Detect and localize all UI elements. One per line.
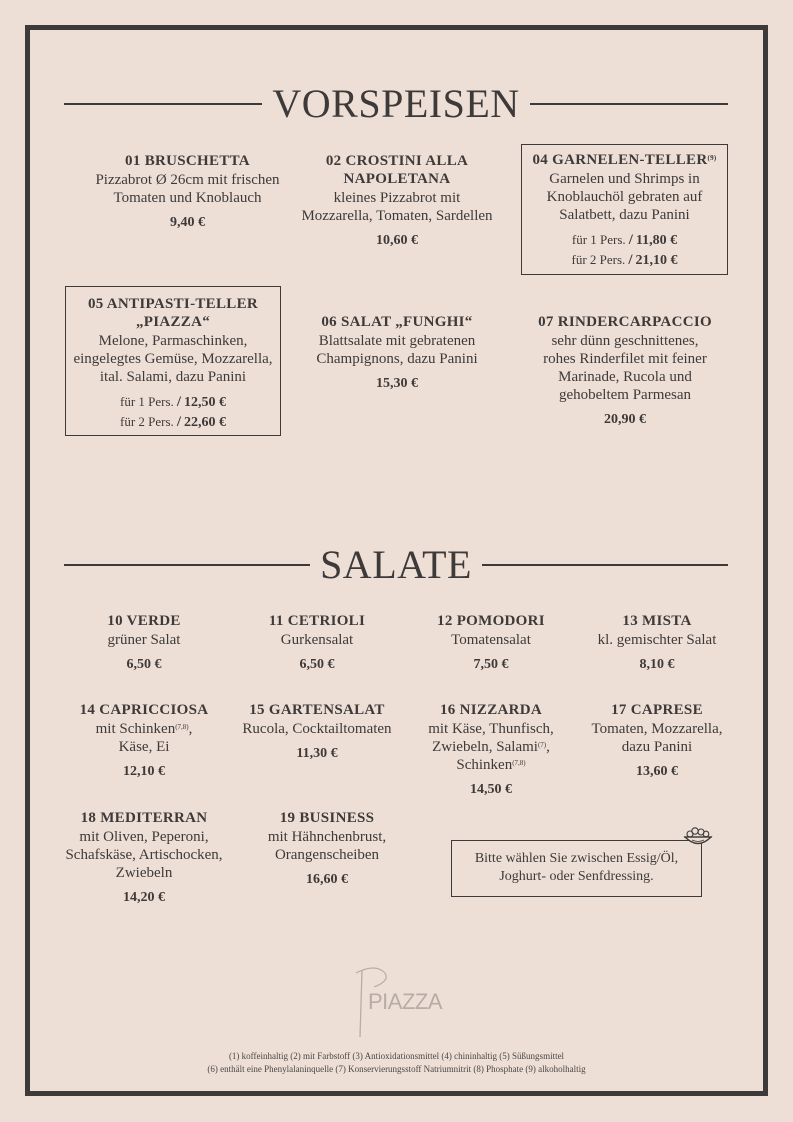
menu-item-14 — [60, 701, 228, 780]
item-desc: kleines Pizzabrot mit Mozzarella, Tomaten, Sardellen — [301, 190, 493, 224]
item-price: 10,60 € — [376, 233, 418, 248]
menu-item-16 — [405, 701, 577, 798]
heading-rule-right — [530, 103, 728, 105]
item-price: 14,20 € — [123, 890, 165, 905]
item-desc: Blattsalate mit gebratenen Champignons, dazu Panini — [316, 333, 478, 367]
item-price-1pers: für 1 Pers. / 12,50 € — [120, 394, 226, 410]
item-desc: mit Schinken$^{(7,8)}$, Käse, Ei — [95, 721, 193, 755]
item-desc: Pizzabrot Ø 26cm mit frischen Tomaten und Knoblauch — [95, 172, 280, 206]
item-name: 02 CROSTINI ALLA NAPOLETANA — [325, 153, 469, 187]
section-title: SALATE — [320, 542, 472, 587]
item-desc: mit Käse, Thunfisch, Zwiebeln, Salami$^{(7)}$, Schinken$^{(7,8)}$ — [428, 721, 554, 773]
menu-item-15 — [232, 701, 402, 762]
item-name: 04 GARNELEN-TELLER$^{(9)}$ — [532, 152, 717, 168]
item-name: 12 POMODORI — [437, 613, 545, 629]
menu-item-07 — [515, 313, 735, 428]
item-name: 17 CAPRESE — [611, 702, 703, 718]
heading-rule-left — [64, 564, 310, 566]
item-price: 6,50 € — [126, 657, 162, 672]
dressing-note: Bitte wählen Sie zwischen Essig/Öl, Joghurt- oder Senfdressing. — [451, 840, 702, 897]
item-desc: sehr dünn geschnittenes, rohes Rinderfilet mit feiner Marinade, Rucola und gehobeltem Parmesan — [543, 333, 707, 403]
item-price: 14,50 € — [470, 782, 512, 797]
item-desc: Tomatensalat — [451, 632, 531, 648]
item-desc: grüner Salat — [107, 632, 181, 648]
menu-item-12 — [405, 612, 577, 673]
item-name: 18 MEDITERRAN — [80, 810, 208, 826]
item-price: 12,10 € — [123, 764, 165, 779]
menu-item-17 — [578, 701, 736, 780]
item-name: 16 NIZZARDA — [439, 702, 543, 718]
item-price: 13,60 € — [636, 764, 678, 779]
item-desc: mit Oliven, Peperoni, Schafskäse, Artischocken, Zwiebeln — [65, 829, 223, 881]
footnotes-line-2: (6) enthält eine Phenylalaninquelle (7) Konservierungsstoff Natriumnitrit (8) Phosphate (9) alkoholhaltig — [207, 1064, 586, 1074]
footnotes-line-1: (1) koffeinhaltig (2) mit Farbstoff (3) Antioxidationsmittel (4) chininhaltig (5) Süßungsmittel — [228, 1051, 565, 1061]
item-price: 16,60 € — [306, 872, 348, 887]
piazza-logo — [350, 965, 445, 1040]
salad-bowl-icon — [682, 826, 714, 848]
menu-item-10 — [60, 612, 228, 673]
section-title: VORSPEISEN — [272, 81, 520, 126]
item-name: 10 VERDE — [107, 613, 181, 629]
item-desc: Gurkensalat — [280, 632, 354, 648]
item-desc: Garnelen und Shrimps in Knoblauchöl gebraten auf Salatbett, dazu Panini — [546, 171, 703, 223]
item-name: 13 MISTA — [622, 613, 692, 629]
section-heading-salate — [64, 542, 728, 587]
item-price-2pers: für 2 Pers. / 21,10 € — [571, 252, 678, 268]
item-price-2pers: für 2 Pers. / 22,60 € — [120, 414, 226, 430]
item-name: 11 CETRIOLI — [268, 613, 366, 629]
menu-item-11 — [232, 612, 402, 673]
svg-text:PIAZZA: PIAZZA — [368, 989, 443, 1014]
item-desc: mit Hähnchenbrust, Orangenscheiben — [267, 829, 387, 863]
menu-item-01 — [60, 152, 315, 231]
item-price: 20,90 € — [604, 412, 646, 427]
menu-item-19 — [232, 809, 422, 888]
item-price: 8,10 € — [639, 657, 675, 672]
menu-item-04 — [521, 144, 728, 275]
item-price: 11,30 € — [296, 746, 338, 761]
heading-rule-left — [64, 103, 262, 105]
item-price: 7,50 € — [473, 657, 509, 672]
item-price: 6,50 € — [299, 657, 335, 672]
menu-item-05 — [65, 286, 281, 436]
item-name: 14 CAPRICCIOSA — [79, 702, 209, 718]
item-name: 01 BRUSCHETTA — [125, 153, 250, 169]
section-heading-vorspeisen — [64, 81, 728, 126]
heading-rule-right — [482, 564, 728, 566]
item-name: 06 SALAT „FUNGHI“ — [321, 314, 473, 330]
menu-item-18 — [60, 809, 228, 906]
menu-item-02 — [283, 152, 511, 249]
menu-item-06 — [283, 313, 511, 392]
item-desc: Melone, Parmaschinken, eingelegtes Gemüse, Mozzarella, ital. Salami, dazu Panini — [73, 333, 273, 385]
item-price-1pers: für 1 Pers. / 11,80 € — [571, 232, 678, 248]
item-desc: Tomaten, Mozzarella, dazu Panini — [591, 721, 723, 755]
item-name: 15 GARTENSALAT — [249, 702, 385, 718]
item-name: 19 BUSINESS — [279, 810, 375, 826]
menu-item-13 — [578, 612, 736, 673]
item-desc: Rucola, Cocktailtomaten — [242, 721, 392, 737]
item-price: 15,30 € — [376, 376, 418, 391]
item-desc: kl. gemischter Salat — [597, 632, 717, 648]
item-price: 9,40 € — [170, 215, 205, 230]
item-name: 07 RINDERCARPACCIO — [538, 314, 712, 330]
item-name: 05 ANTIPASTI-TELLER „PIAZZA“ — [87, 296, 259, 330]
